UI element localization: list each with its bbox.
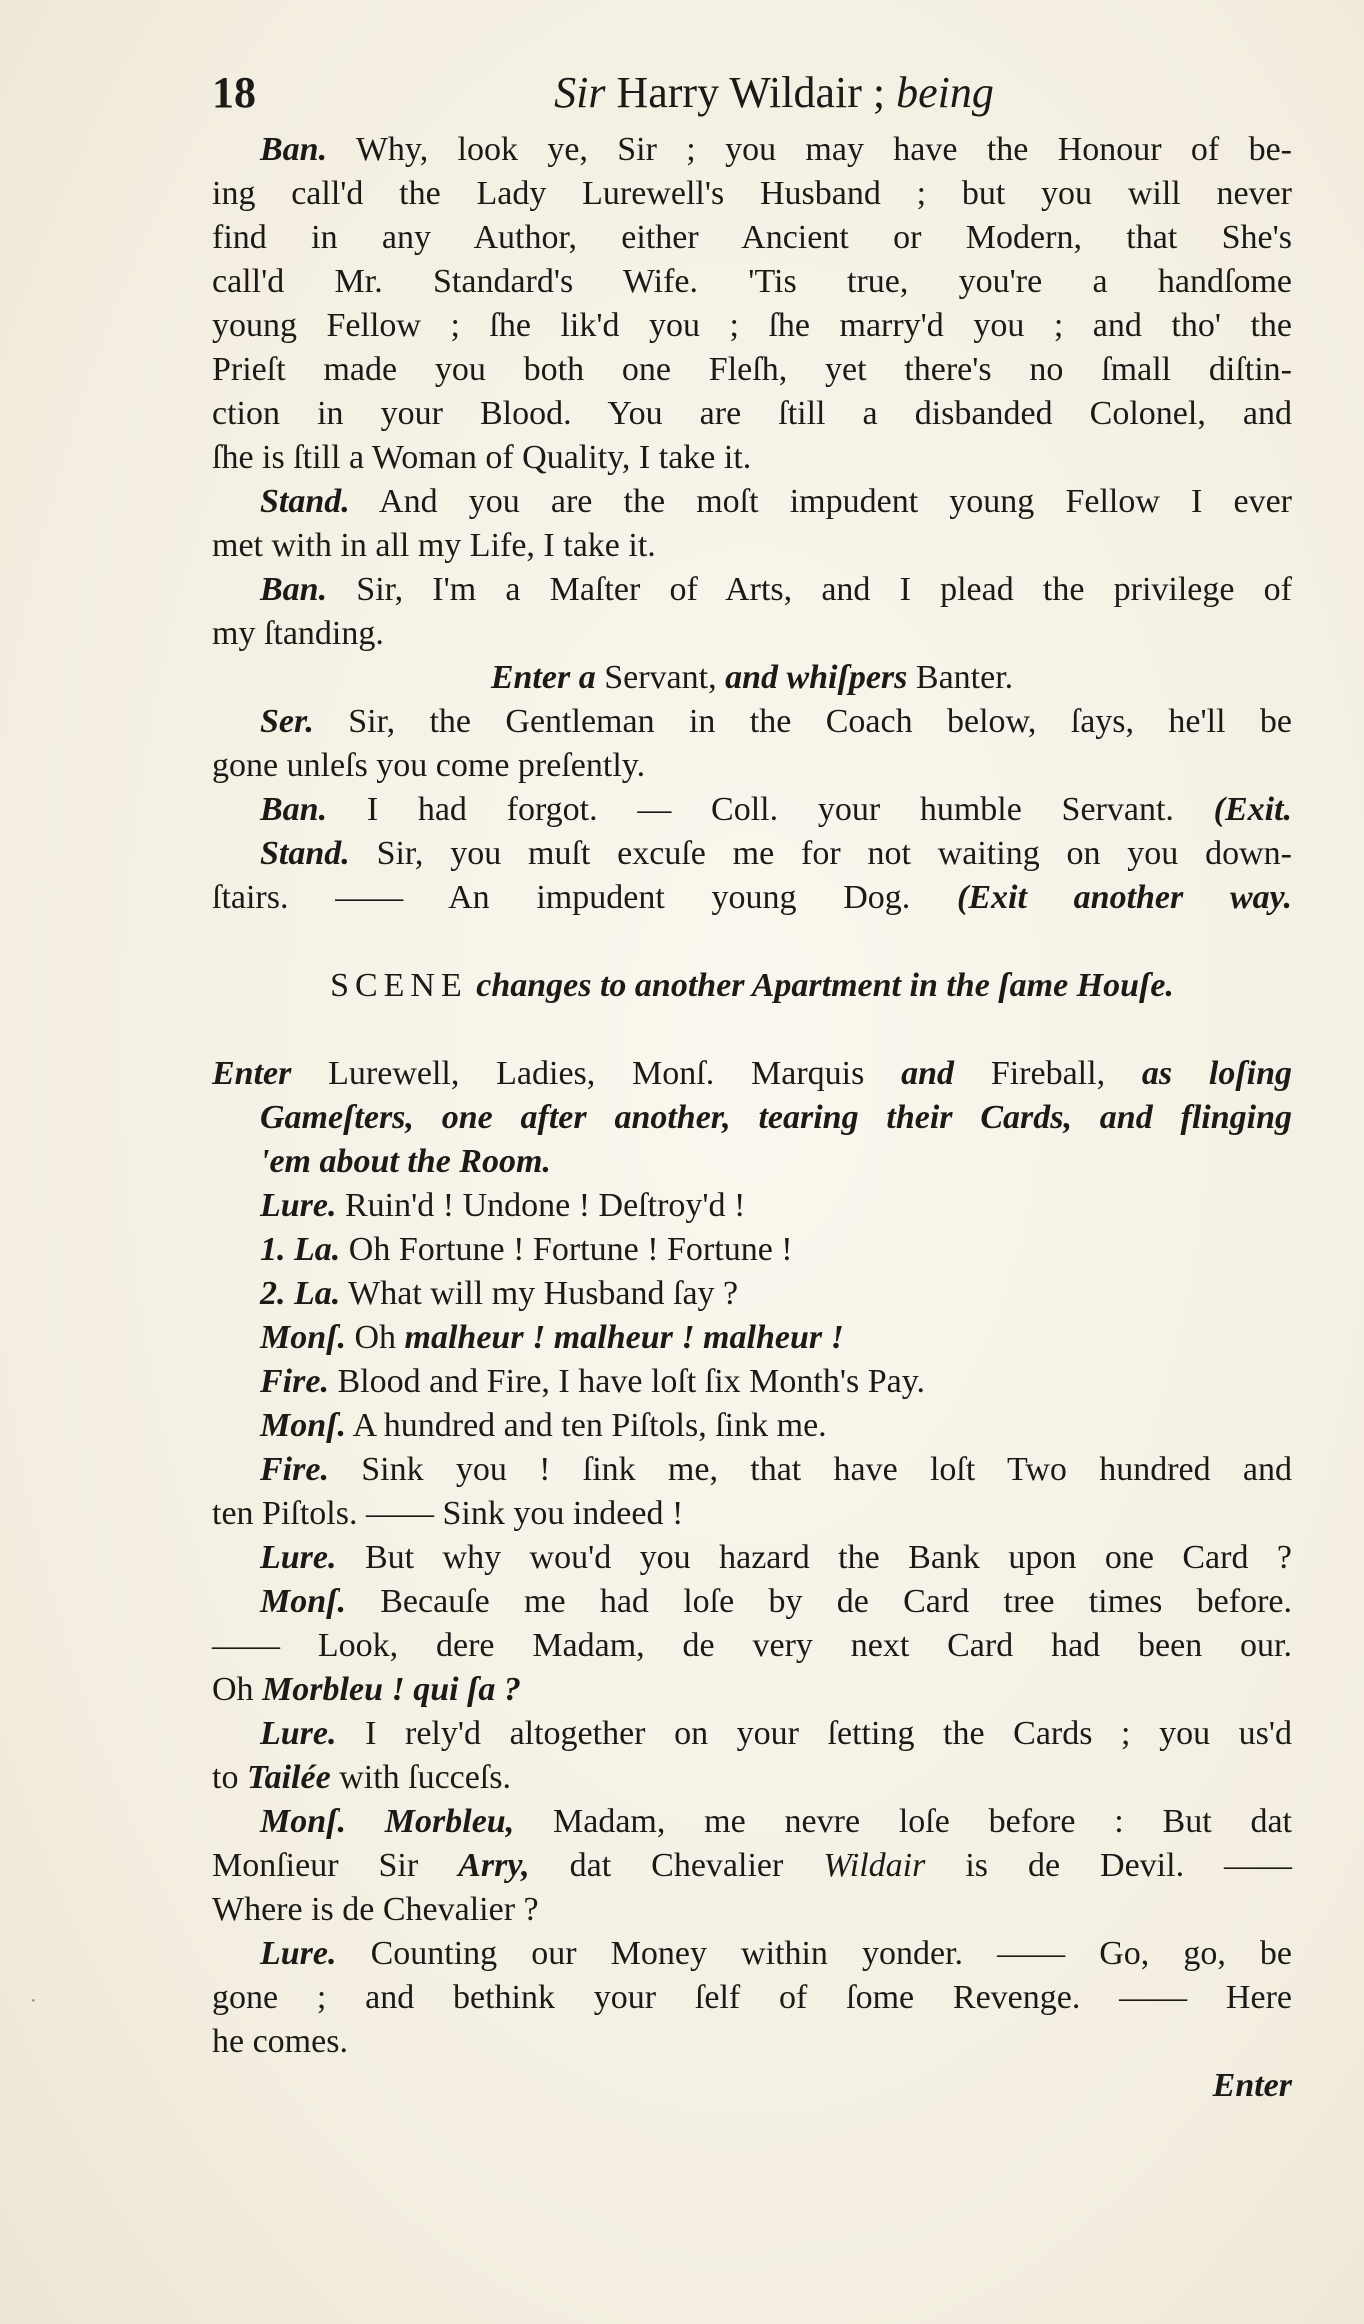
text-line: gone ; and bethink your ſelf of ſome Revenge. —— Here	[212, 1979, 1292, 2016]
text-line: ction in your Blood. You are ſtill a disbanded Colonel, and	[212, 395, 1292, 432]
text-line: Monſieur Sir Arry, dat Chevalier Wildair is de Devil. ——	[212, 1847, 1293, 1884]
text-line: find in any Author, either Ancient or Modern, that She's	[212, 219, 1292, 256]
text-line: Lure. But why wou'd you hazard the Bank upon one Card ?	[260, 1539, 1293, 1576]
stage-direction: Enter Lurewell, Ladies, Monſ. Marquis and Fireball, as loſing	[212, 1055, 1292, 1092]
text-line: Lure. Counting our Money within yonder. —— Go, go, be	[260, 1935, 1292, 1972]
text-line: Stand. And you are the moſt impudent young Fellow I ever	[260, 483, 1293, 520]
text-line: to Tailée with ſucceſs.	[212, 1759, 512, 1796]
text-line: my ſtanding.	[212, 615, 384, 652]
text-line: Monſ. A hundred and ten Piſtols, ſink me.	[260, 1407, 827, 1444]
stage-direction: Gameſters, one after another, tearing their Cards, and flinging	[260, 1099, 1292, 1136]
text-line: Where is de Chevalier ?	[212, 1891, 539, 1928]
running-head	[212, 64, 1292, 122]
text-line: Monſ. Oh malheur ! malheur ! malheur !	[260, 1319, 844, 1356]
spacer	[212, 920, 1292, 964]
spacer	[212, 1008, 1292, 1052]
text-line: ſhe is ſtill a Woman of Quality, I take it.	[212, 439, 752, 476]
text-line: Ban. Sir, I'm a Maſter of Arts, and I plead the privilege of	[260, 571, 1292, 608]
scene-heading: SCENE changes to another Apartment in the ſame Houſe.	[330, 967, 1174, 1004]
margin-mark: ·	[30, 1990, 37, 2012]
catchword: Enter	[1212, 2067, 1292, 2104]
text-line: Prieſt made you both one Fleſh, yet there's no ſmall diſtin-	[212, 351, 1292, 388]
text-line: —— Look, dere Madam, de very next Card had been our.	[212, 1627, 1292, 1664]
text-line: gone unleſs you come preſently.	[212, 747, 646, 784]
text-line: met with in all my Life, I take it.	[212, 527, 656, 564]
text-line: Stand. Sir, you muſt excuſe me for not waiting on you down-	[260, 835, 1292, 872]
stage-direction: 'em about the Room.	[260, 1143, 551, 1180]
text-line: ing call'd the Lady Lurewell's Husband ; but you will never	[212, 175, 1292, 212]
text-line: call'd Mr. Standard's Wife. 'Tis true, you're a handſome	[212, 263, 1292, 300]
text-line: Ser. Sir, the Gentleman in the Coach below, ſays, he'll be	[260, 703, 1293, 740]
text-line: Ban. I had forgot. — Coll. your humble Servant. (Exit.	[260, 791, 1293, 828]
text-line: Monſ. Morbleu, Madam, me nevre loſe before : But dat	[260, 1803, 1292, 1840]
text-line: Fire. Sink you ! ſink me, that have loſt Two hundred and	[260, 1451, 1292, 1488]
text-line: Lure. I rely'd altogether on your ſetting the Cards ; you us'd	[260, 1715, 1293, 1752]
text-line: Fire. Blood and Fire, I have loſt ſix Month's Pay.	[260, 1363, 925, 1400]
text-line: Oh Morbleu ! qui ſa ?	[212, 1671, 521, 1708]
text-line: Ban. Why, look ye, Sir ; you may have the Honour of be-	[260, 131, 1292, 168]
text-line: Lure. Ruin'd ! Undone ! Deſtroy'd !	[260, 1187, 746, 1224]
stage-direction: Enter a Servant, and whiſpers Banter.	[490, 659, 1014, 696]
text-line: ſtairs. —— An impudent young Dog. (Exit another way.	[212, 879, 1292, 916]
text-line: 1. La. Oh Fortune ! Fortune ! Fortune !	[260, 1231, 793, 1268]
running-title: Sir Harry Wildair ; being	[554, 68, 994, 117]
text-line: ten Piſtols. —— Sink you indeed !	[212, 1495, 684, 1532]
text-block	[212, 64, 1292, 2108]
text-line: young Fellow ; ſhe lik'd you ; ſhe marry'd you ; and tho' the	[212, 307, 1292, 344]
text-line: 2. La. What will my Husband ſay ?	[260, 1275, 739, 1312]
page-number: 18	[212, 68, 256, 117]
text-line: he comes.	[212, 2023, 348, 2060]
text-line: Monſ. Becauſe me had loſe by de Card tree times before.	[260, 1583, 1292, 1620]
